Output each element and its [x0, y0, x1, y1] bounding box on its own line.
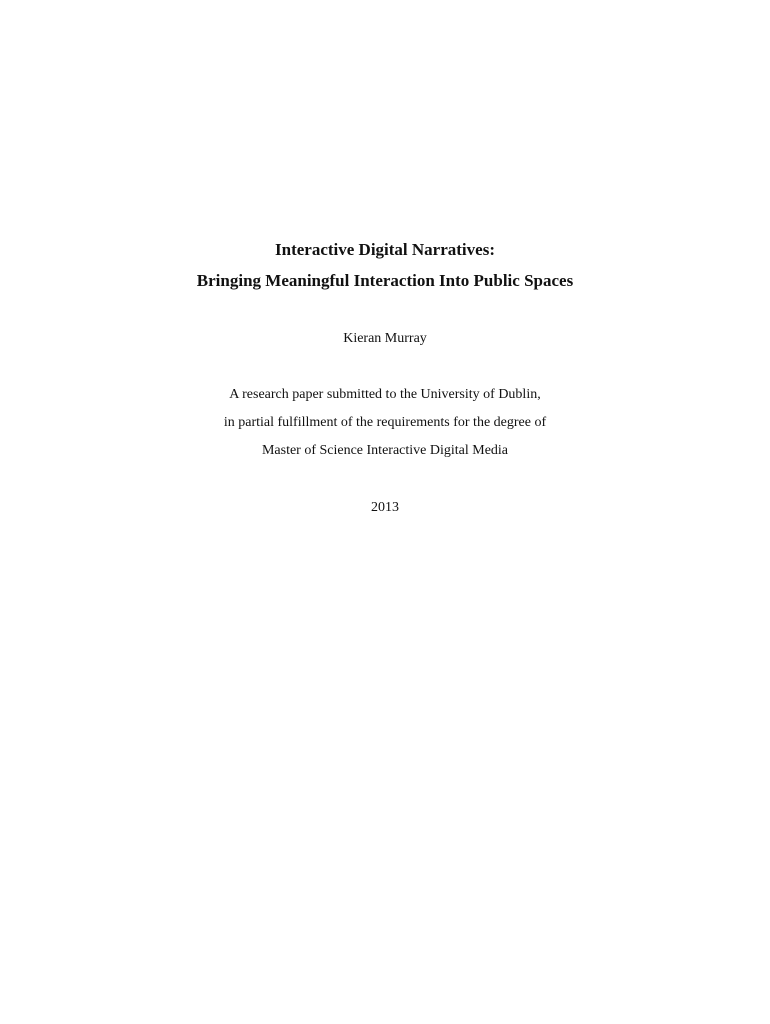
submission-year: 2013: [371, 500, 399, 515]
submission-statement-line: A research paper submitted to the University of Dublin,: [229, 387, 541, 402]
document-title: Interactive Digital Narratives:: [275, 240, 495, 259]
submission-statement-line: in partial fulfillment of the requirements for the degree of: [223, 415, 547, 430]
degree-name: Master of Science Interactive Digital Media: [261, 443, 509, 458]
author-name: Kieran Murray: [343, 331, 427, 346]
document-subtitle: Bringing Meaningful Interaction Into Public Spaces: [196, 271, 574, 290]
